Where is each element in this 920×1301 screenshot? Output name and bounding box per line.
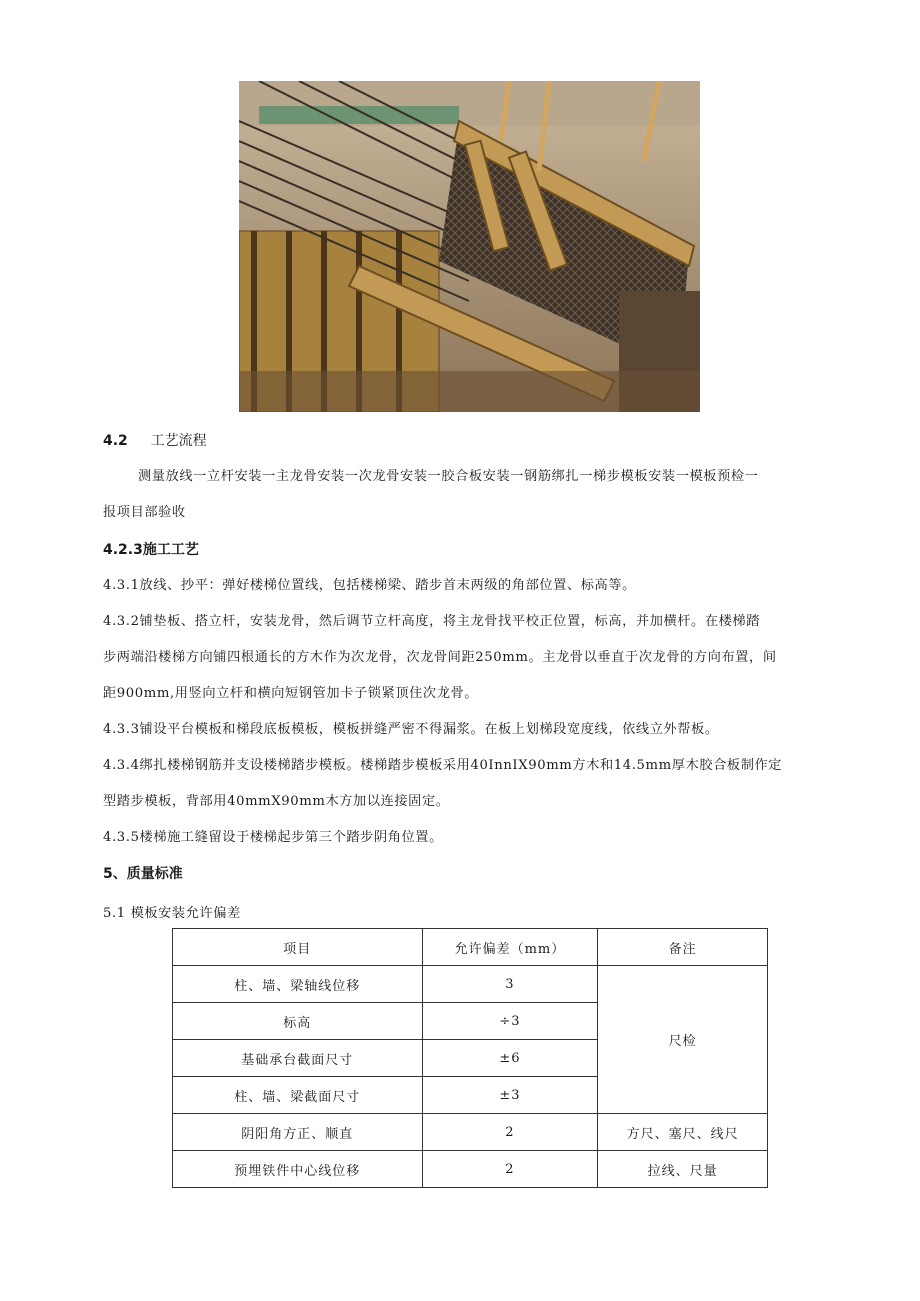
section-4-2-title: 工艺流程 <box>150 433 207 449</box>
table-cell-tolerance: ÷3 <box>422 1003 598 1040</box>
section-4-2-heading <box>103 430 207 450</box>
table-cell-merged-note: 尺检 <box>598 966 768 1114</box>
table-header-row <box>173 929 768 966</box>
para-4-3-5: 4.3.5楼梯施工缝留设于楼梯起步第三个踏步阴角位置。 <box>103 830 443 845</box>
para-4-3-2-line-1: 4.3.2铺垫板、搭立杆，安装龙骨，然后调节立杆高度，将主龙骨找平校正位置，标高，并加横杆。在楼梯踏 <box>103 614 760 629</box>
section-4-2-3-heading: 4.2.3施工工艺 <box>103 542 199 558</box>
table-header-item: 项目 <box>173 929 423 966</box>
para-4-3-2-line-2: 步两端沿楼梯方向铺四根通长的方木作为次龙骨，次龙骨间距250mm。主龙骨以垂直于次龙骨的方向布置，间 <box>103 650 777 665</box>
table-cell-tolerance: ±3 <box>422 1077 598 1114</box>
table-cell-item: 柱、墙、梁轴线位移 <box>173 966 423 1003</box>
construction-photo <box>239 81 700 412</box>
table-cell-item: 阴阳角方正、顺直 <box>173 1114 423 1151</box>
table-header-note: 备注 <box>598 929 768 966</box>
section-4-2-number: 4.2 <box>103 433 128 449</box>
flow-line-2: 报项目部验收 <box>103 505 186 520</box>
table-cell-item: 预埋铁件中心线位移 <box>173 1151 423 1188</box>
table-cell-note: 方尺、塞尺、线尺 <box>598 1114 768 1151</box>
para-4-3-4-line-2: 型踏步模板，背部用40mmX90mm木方加以连接固定。 <box>103 794 450 809</box>
table-cell-tolerance: 2 <box>422 1151 598 1188</box>
deviation-table <box>172 928 768 1188</box>
section-5-heading: 5、质量标准 <box>103 866 183 882</box>
table-row <box>173 1114 768 1151</box>
table-cell-item: 标高 <box>173 1003 423 1040</box>
section-5-1-caption: 5.1 模板安装允许偏差 <box>103 906 241 921</box>
table-row <box>173 966 768 1003</box>
table-cell-note: 拉线、尺量 <box>598 1151 768 1188</box>
table-cell-tolerance: ±6 <box>422 1040 598 1077</box>
table-header-tolerance: 允许偏差（mm） <box>422 929 598 966</box>
para-4-3-3: 4.3.3铺设平台模板和梯段底板模板，模板拼缝严密不得漏浆。在板上划梯段宽度线，依线立外帮板。 <box>103 722 719 737</box>
para-4-3-1: 4.3.1放线、抄平：弹好楼梯位置线，包括楼梯梁、踏步首末两级的角部位置、标高等。 <box>103 578 636 593</box>
stair-formwork-photo-icon <box>239 81 700 412</box>
table-cell-tolerance: 3 <box>422 966 598 1003</box>
table-row <box>173 1151 768 1188</box>
para-4-3-4-line-1: 4.3.4绑扎楼梯钢筋并支设楼梯踏步模板。楼梯踏步模板采用40InnIX90mm方木和14.5mm厚木胶合板制作定 <box>103 758 783 773</box>
flow-line-1: 测量放线一立杆安装一主龙骨安装一次龙骨安装一胶合板安装一钢筋绑扎一梯步模板安装一模板预检一 <box>138 469 759 484</box>
para-4-3-2-line-3: 距900mm,用竖向立杆和横向短钢管加卡子锁紧顶住次龙骨。 <box>103 686 479 701</box>
table-cell-item: 柱、墙、梁截面尺寸 <box>173 1077 423 1114</box>
table-cell-item: 基础承台截面尺寸 <box>173 1040 423 1077</box>
table-cell-tolerance: 2 <box>422 1114 598 1151</box>
